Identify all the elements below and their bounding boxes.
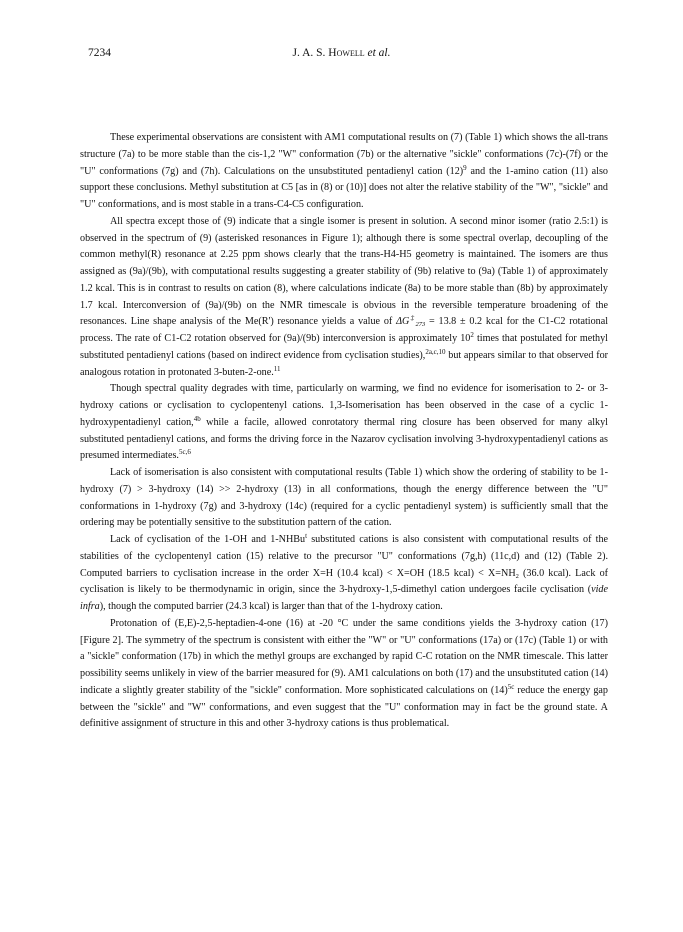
paragraph-3 bbox=[80, 381, 608, 465]
page-number: 7234 bbox=[88, 47, 111, 59]
paragraph-2 bbox=[80, 214, 608, 382]
et-al: et al. bbox=[364, 47, 391, 59]
text-run: ), though the computed barrier (24.3 kcal) is larger than that of the 1-hydroxy cation. bbox=[99, 601, 443, 612]
text-run: Though spectral quality degrades with time, particularly on warming, we find no evidence for isomerisation to 2- or 3-hydroxy cations or cyclisation to cyclopentenyl cations. 1,3-Isomerisation has been observed in the case of a cyclic 1-hydroxypentadienyl cation, bbox=[80, 383, 608, 428]
text-run: and the 1-amino cation (11) also support these conclusions. Methyl substitution at C5 [as in (8) or (10)] does not alter the relative stability of the "W", "sickle" and "U" conformations, and is most stable in a trans-C4-C5 configuration. bbox=[80, 165, 608, 210]
text-run: while a facile, allowed conrotatory thermal ring closure has been observed for many alkyl substituted pentadienyl cations, and forms the driving force in the Nazarov cyclisation involving 3-hydroxypentadienyl cations as presumed intermediates. bbox=[80, 416, 608, 462]
citation-superscript: 5c bbox=[507, 682, 515, 691]
italic-phrase: vide infra bbox=[80, 584, 608, 612]
citation-superscript: 11 bbox=[273, 364, 281, 373]
citation-superscript: 4b bbox=[193, 414, 201, 423]
tert-superscript: t bbox=[305, 532, 308, 540]
author-names: J. A. S. Howell bbox=[292, 47, 365, 59]
text-run: = 13.8 ± 0.2 kcal for the C1-C2 rotational process. The rate of C1-C2 rotation observed for (9a)/(9b) interconversion is approximately 10 bbox=[80, 316, 609, 344]
text-run: times that postulated for methyl substituted pentadienyl cations (based on indirect evidence from cyclisation studies), bbox=[80, 333, 608, 361]
paragraph-6 bbox=[80, 616, 608, 733]
paragraph-4: Lack of isomerisation is also consistent with computational results (Table 1) which show the ordering of stability to be 1-hydroxy (7) > 3-hydroxy (14) >> 2-hydroxy (13) in all conformations, though the energy difference between the "U" conformations in 1-hydroxy (7g) and 3-hydroxy (14c) (required for a cyclic pentadienyl system) is sufficiently small that the ordering may be potentially sensitive to the substitution pattern of the cation. bbox=[80, 467, 608, 529]
article-body bbox=[80, 130, 608, 733]
exponent-superscript: 2 bbox=[470, 331, 474, 339]
running-title bbox=[88, 47, 595, 59]
delta-g-symbol bbox=[396, 316, 425, 327]
delta-g-subscript: 273 bbox=[415, 321, 426, 329]
text-run: Lack of cyclisation of the 1-OH and 1-NHBu bbox=[110, 534, 306, 545]
text-run: reduce the energy gap between the "sickle" and "W" conformations, and even suggest that the "U" conformation may in fact be the ground state. A definitive assignment of structure in this and other 3-hydroxy cations is thus problematical. bbox=[80, 684, 608, 730]
paragraph-1 bbox=[80, 130, 608, 214]
citation-superscript: 9 bbox=[463, 163, 467, 172]
citation-superscript: 2a,c,10 bbox=[425, 347, 446, 356]
text-run: substituted cations is also consistent with computational results of the stabilities of the cyclopentenyl cation (15) relative to the precursor "U" conformations (7g,h) (11c,d) and (12) (Table 2). Computed barriers to cyclisation increase in the order X=H (10.4 kcal) < X=OH (18.5 kcal) < X=NH bbox=[80, 534, 608, 579]
running-header bbox=[88, 47, 595, 63]
formula-subscript: 2 bbox=[515, 572, 519, 580]
text-run: All spectra except those of (9) indicate that a single isomer is present in solution. A second minor isomer (ratio 2.5:1) is observed in the spectrum of (9) (asterisked resonances in Figure 1); although there is some spectral overlap, decoupling of the common methyl(R) resonance at 2.25 ppm shows clearly that the trans-H4-H5 geometry is maintained. The isomers are thus assigned as (9a)/(9b), with computational results suggesting a greater stability of (9b) relative to (9a) (Table 1) of approximately 1.2 kcal. This is in contrast to results on cation (8), where calculations indicate (8a) to be more stable than (8b) by approximately 1.7 kcal. Interconversion of (9a)/(9b) on the NMR timescale is obvious in the reversible temperature broadening of the resonances. Line shape analysis of the Me(R') resonance yields a value of bbox=[80, 215, 608, 328]
text-run: (36.0 kcal). Lack of cyclisation is likely to be thermodynamic in origin, since the 3-hydroxy-1,5-dimethyl cation undergoes facile cyclisation ( bbox=[80, 567, 608, 596]
text-run: These experimental observations are consistent with AM1 computational results on (7) (Table 1) which shows the all-trans structure (7a) to be more stable than the cis-1,2 "W" conformation (7b) or the alternative "sickle" conformations (7c)-(7f) or the "U" conformations (7g) and (7h). Calculations on the unsubstituted pentadienyl cation (12) bbox=[80, 132, 608, 177]
citation-superscript: 5c,6 bbox=[178, 448, 191, 457]
delta-g-text: ΔG bbox=[396, 316, 410, 328]
text-run: Protonation of (E,E)-2,5-heptadien-4-one (16) at -20 °C under the same conditions yields the 3-hydroxy cation (17) [Figure 2]. The symmetry of the spectrum is consistent with either the "W" or "U" conformations (17a) or (17c) (Table 1) or with a "sickle" conformation (17b) in which the methyl groups are exchanged by rapid C-C rotation on the NMR timescale. This latter possibility seems unlikely in view of the barrier measured for (9). AM1 calculations on both (17) and the unsubstituted cation (14) indicate a slightly greater stability of the "sickle" conformation. More sophisticated calculations on (14) bbox=[80, 617, 608, 696]
text-run: but appears similar to that observed for analogous rotation in protonated 3-buten-2-one. bbox=[80, 349, 608, 378]
delta-g-superscript: ‡ bbox=[409, 314, 416, 323]
paragraph-5 bbox=[80, 532, 608, 616]
